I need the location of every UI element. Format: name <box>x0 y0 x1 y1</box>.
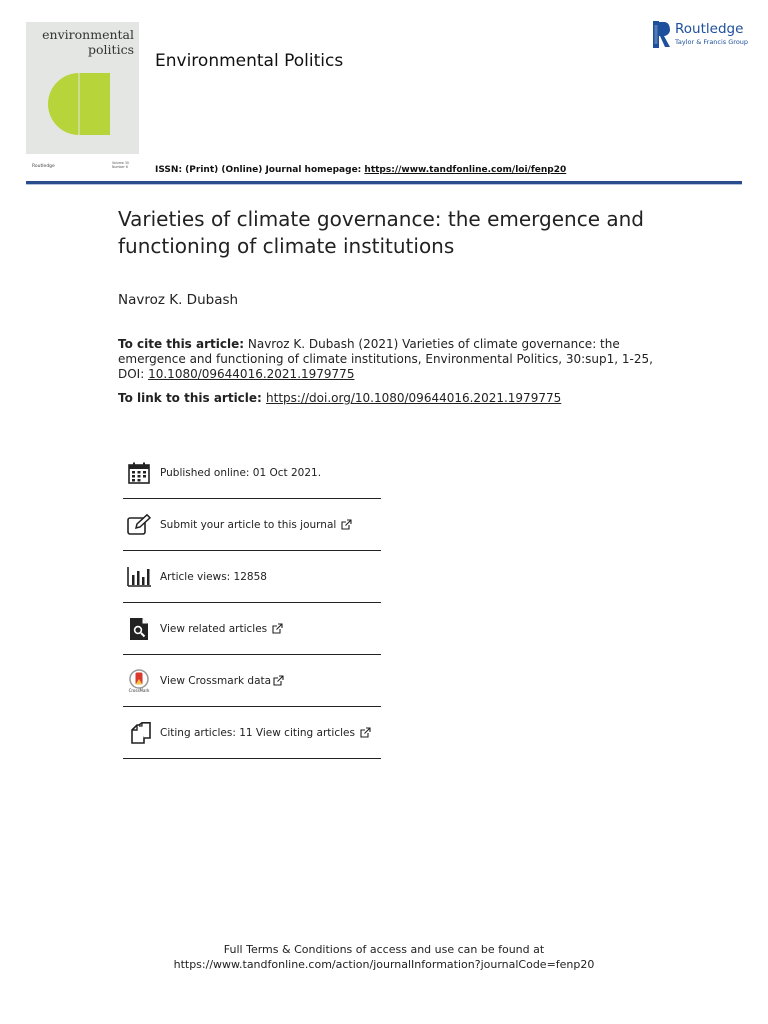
footer-line1: Full Terms & Conditions of access and use can be found at <box>223 943 545 956</box>
link-label: To link to this article: <box>118 391 267 405</box>
cover-circle-graphic <box>48 73 110 135</box>
citing-documents-icon <box>127 721 151 745</box>
article-title: Varieties of climate governance: the emergence and functioning of climate institutions <box>118 207 644 258</box>
bar-chart-icon <box>127 565 151 589</box>
external-link-icon <box>273 675 284 686</box>
citing-articles-label: Citing articles: 11 View citing articles <box>160 726 355 739</box>
cover-volume: Volume 30 Number 6 <box>112 161 129 169</box>
journal-homepage-link[interactable]: https://www.tandfonline.com/loi/fenp20 <box>364 165 567 175</box>
external-link-icon <box>272 623 283 634</box>
journal-name: Environmental Politics <box>155 51 344 71</box>
crossmark-icon <box>127 669 151 693</box>
cover-title-line1: environmental <box>42 27 134 42</box>
crossmark-caption: CrossMark <box>128 687 150 693</box>
article-views-item <box>123 551 381 603</box>
calendar-icon <box>127 461 151 485</box>
citing-articles-item[interactable] <box>123 707 381 759</box>
header-divider-thin <box>26 184 742 185</box>
publisher-subtitle: Taylor & Francis Group <box>675 38 749 46</box>
external-link-icon <box>341 519 352 530</box>
submit-article-label: Submit your article to this journal <box>160 518 337 531</box>
doi-link[interactable]: 10.1080/09644016.2021.1979775 <box>148 367 355 381</box>
article-author: Navroz K. Dubash <box>118 292 239 308</box>
link-block <box>118 391 561 406</box>
journal-cover <box>26 22 139 154</box>
published-online-label: Published online: 01 Oct 2021. <box>160 467 322 479</box>
footer-terms-link[interactable]: https://www.tandfonline.com/action/journalInformation?journalCode=fenp20 <box>173 958 595 971</box>
crossmark-item[interactable] <box>123 655 381 707</box>
cite-label: To cite this article: <box>118 337 245 351</box>
cite-text: Navroz K. Dubash (2021) Varieties of climate governance: the emergence and functioning of climate institutions, Environmental Politics, 30:sup1, 1-25, DOI: <box>118 337 653 381</box>
publisher-name: Routledge <box>675 21 744 37</box>
issn-line <box>155 165 566 175</box>
article-views-label: Article views: 12858 <box>160 570 267 583</box>
citation-block <box>118 337 658 382</box>
crossmark-label: View Crossmark data <box>160 674 272 687</box>
submit-article-item[interactable] <box>123 499 381 551</box>
issn-label: ISSN: (Print) (Online) Journal homepage: <box>155 165 365 175</box>
article-doi-url[interactable]: https://doi.org/10.1080/09644016.2021.1979775 <box>266 391 562 405</box>
published-online-item <box>123 448 381 499</box>
cover-title-line2: politics <box>88 42 134 57</box>
article-info-menu <box>123 448 381 759</box>
cover-footer <box>26 160 139 174</box>
routledge-r-icon <box>653 21 671 48</box>
footer-terms <box>0 942 768 972</box>
document-search-icon <box>127 617 151 641</box>
related-articles-label: View related articles <box>160 622 268 635</box>
cover-publisher-mark: Routledge <box>32 164 55 169</box>
cover-title <box>26 27 134 57</box>
edit-icon <box>127 513 151 537</box>
external-link-icon <box>360 727 371 738</box>
related-articles-item[interactable] <box>123 603 381 655</box>
